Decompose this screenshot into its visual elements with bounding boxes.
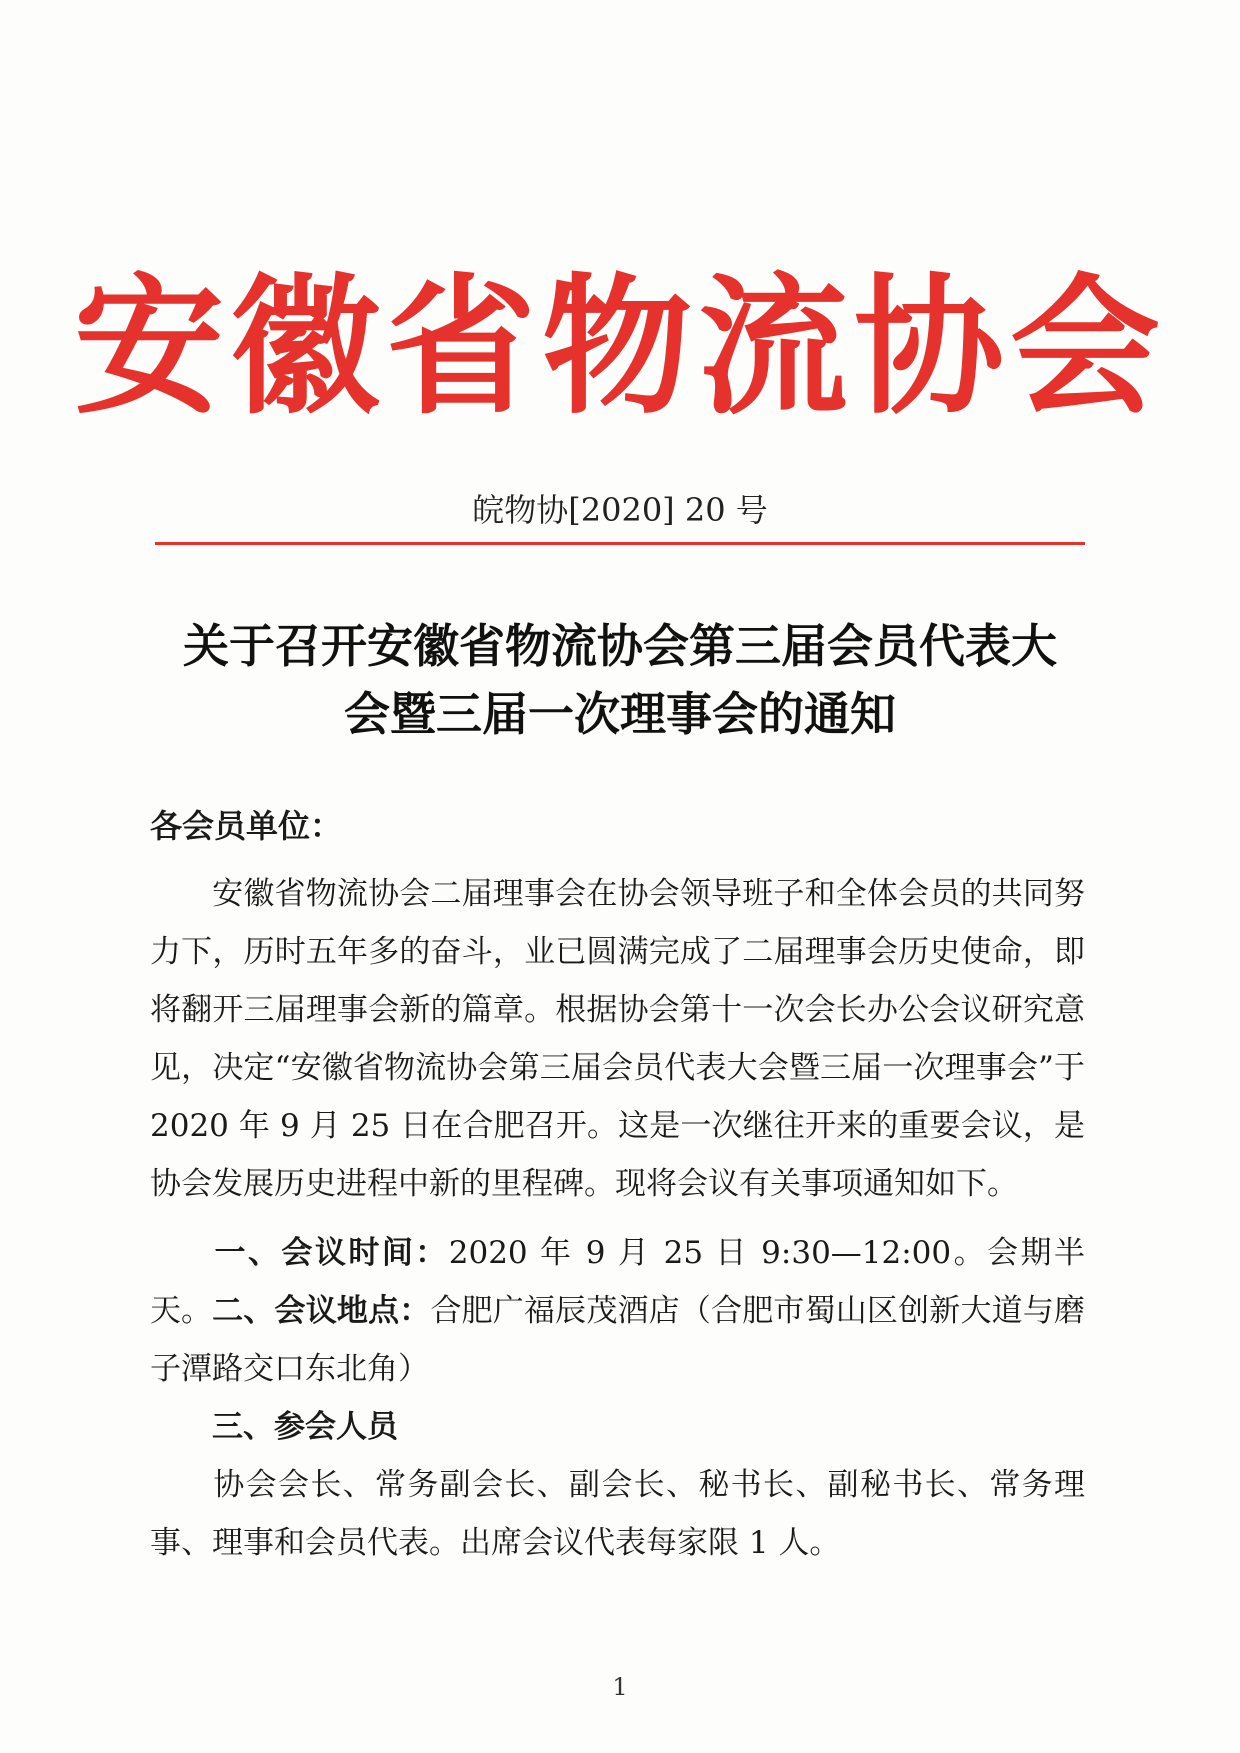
meeting-venue-label: 二、会议地点： — [212, 1293, 431, 1329]
meeting-time-label: 一、会议时间： — [212, 1235, 449, 1271]
organization-letterhead: 安徽省物流协会 — [73, 259, 1166, 435]
meeting-venue-value: 合肥广福辰茂酒店（合肥市蜀山区创新大道与磨子潭路交口东北角） — [150, 1293, 1086, 1387]
red-divider-line — [155, 542, 1085, 545]
salutation: 各会员单位： — [150, 807, 343, 845]
attendees-text: 协会会长、常务副会长、副会长、秘书长、副秘书长、常务理事、理事和会员代表。出席会议代表每家限 1 人。 — [150, 1467, 1085, 1561]
meeting-time-value: 2020 年 9 月 25 日 9:30—12:00。会期半天。 — [150, 1235, 1086, 1329]
title-line-2: 会暨三届一次理事会的通知 — [344, 687, 896, 741]
page-number: 1 — [612, 1673, 628, 1701]
meeting-venue-paragraph — [150, 1282, 1085, 1398]
title-line-1: 关于召开安徽省物流协会第三届会员代表大 — [183, 619, 1057, 673]
attendees-heading: 三、参会人员 — [212, 1409, 398, 1445]
attendees-heading-paragraph — [150, 1398, 1085, 1456]
document-number: 皖物协[2020] 20 号 — [472, 491, 768, 529]
attendees-paragraph — [150, 1456, 1085, 1572]
intro-text: 安徽省物流协会二届理事会在协会领导班子和全体会员的共同努力下，历时五年多的奋斗，业已圆满完成了二届理事会历史使命，即将翻开三届理事会新的篇章。根据协会第十一次会长办公会议研究意见，决定“安徽省物流协会第三届会员代表大会暨三届一次理事会”于 2020 年 9 月 25 日在合肥召开。这是一次继往开来的重要会议，是协会发展历史进程中新的里程碑。现将会议有关事项通知如下。 — [150, 876, 1085, 1202]
intro-paragraph — [150, 865, 1085, 1213]
notice-title — [120, 612, 1120, 748]
